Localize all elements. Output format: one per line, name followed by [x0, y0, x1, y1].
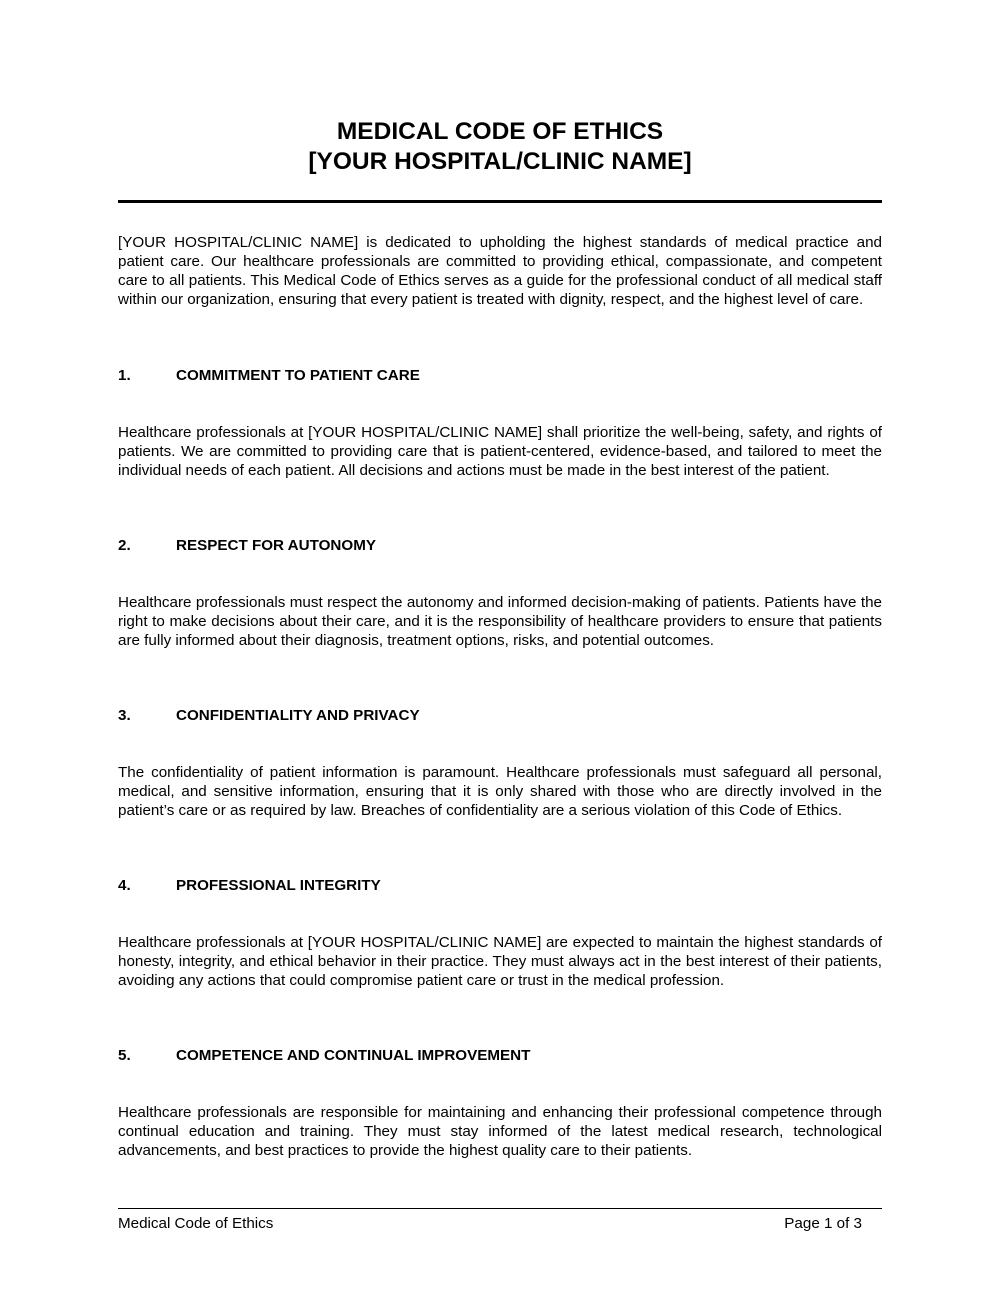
section-heading-5 [118, 1046, 882, 1065]
section-body-5: Healthcare professionals are responsible for maintaining and enhancing their professional competence through continual education and training. They must stay informed of the latest medical research, technological advancements, and best practices to provide the highest quality care to their patients. [118, 1104, 882, 1159]
section-body-4: Healthcare professionals at [YOUR HOSPITAL/CLINIC NAME] are expected to maintain the highest standards of honesty, integrity, and ethical behavior in their practice. They must always act in the best interest of their patients, avoiding any actions that could compromise patient care or trust in the medical profession. [118, 934, 882, 989]
footer-divider [118, 1208, 882, 1209]
title-line-2: [YOUR HOSPITAL/CLINIC NAME] [308, 148, 692, 175]
section-title: COMMITMENT TO PATIENT CARE [176, 367, 420, 384]
section-title: COMPETENCE AND CONTINUAL IMPROVEMENT [176, 1047, 531, 1064]
section-title: RESPECT FOR AUTONOMY [176, 537, 376, 554]
section-title: PROFESSIONAL INTEGRITY [176, 877, 381, 894]
section-body-2: Healthcare professionals must respect the autonomy and informed decision-making of patients. Patients have the right to make decisions about their care, and it is the responsibility of healthcare providers to ensure that patients are fully informed about their diagnosis, treatment options, risks, and potential outcomes. [118, 594, 882, 649]
footer-document-name: Medical Code of Ethics [118, 1215, 274, 1232]
section-body-1: Healthcare professionals at [YOUR HOSPITAL/CLINIC NAME] shall prioritize the well-being, safety, and rights of patients. We are committed to providing care that is patient-centered, evidence-based, and tailored to meet the individual needs of each patient. All decisions and actions must be made in the best interest of the patient. [118, 424, 882, 479]
section-number: 4. [118, 877, 131, 894]
section-heading-2 [118, 536, 882, 555]
title-divider [118, 200, 882, 203]
footer-page-number: Page 1 of 3 [784, 1215, 862, 1232]
section-title: CONFIDENTIALITY AND PRIVACY [176, 707, 420, 724]
section-body-3: The confidentiality of patient information is paramount. Healthcare professionals must safeguard all personal, medical, and sensitive information, ensuring that it is only shared with those who are directly involved in the patient’s care or as required by law. Breaches of confidentiality are a serious violation of this Code of Ethics. [118, 764, 882, 819]
section-number: 3. [118, 707, 131, 724]
title-line-1: MEDICAL CODE OF ETHICS [336, 118, 664, 145]
section-heading-3 [118, 706, 882, 725]
section-heading-4 [118, 876, 882, 895]
section-number: 5. [118, 1047, 131, 1064]
section-number: 2. [118, 537, 131, 554]
intro-paragraph: [YOUR HOSPITAL/CLINIC NAME] is dedicated to upholding the highest standards of medical practice and patient care. Our healthcare professionals are committed to providing ethical, compassionate, and competent care to all patients. This Medical Code of Ethics serves as a guide for the professional conduct of all medical staff within our organization, ensuring that every patient is treated with dignity, respect, and the highest level of care. [118, 234, 882, 308]
document-title [118, 117, 882, 177]
section-heading-1 [118, 366, 882, 385]
section-number: 1. [118, 367, 131, 384]
